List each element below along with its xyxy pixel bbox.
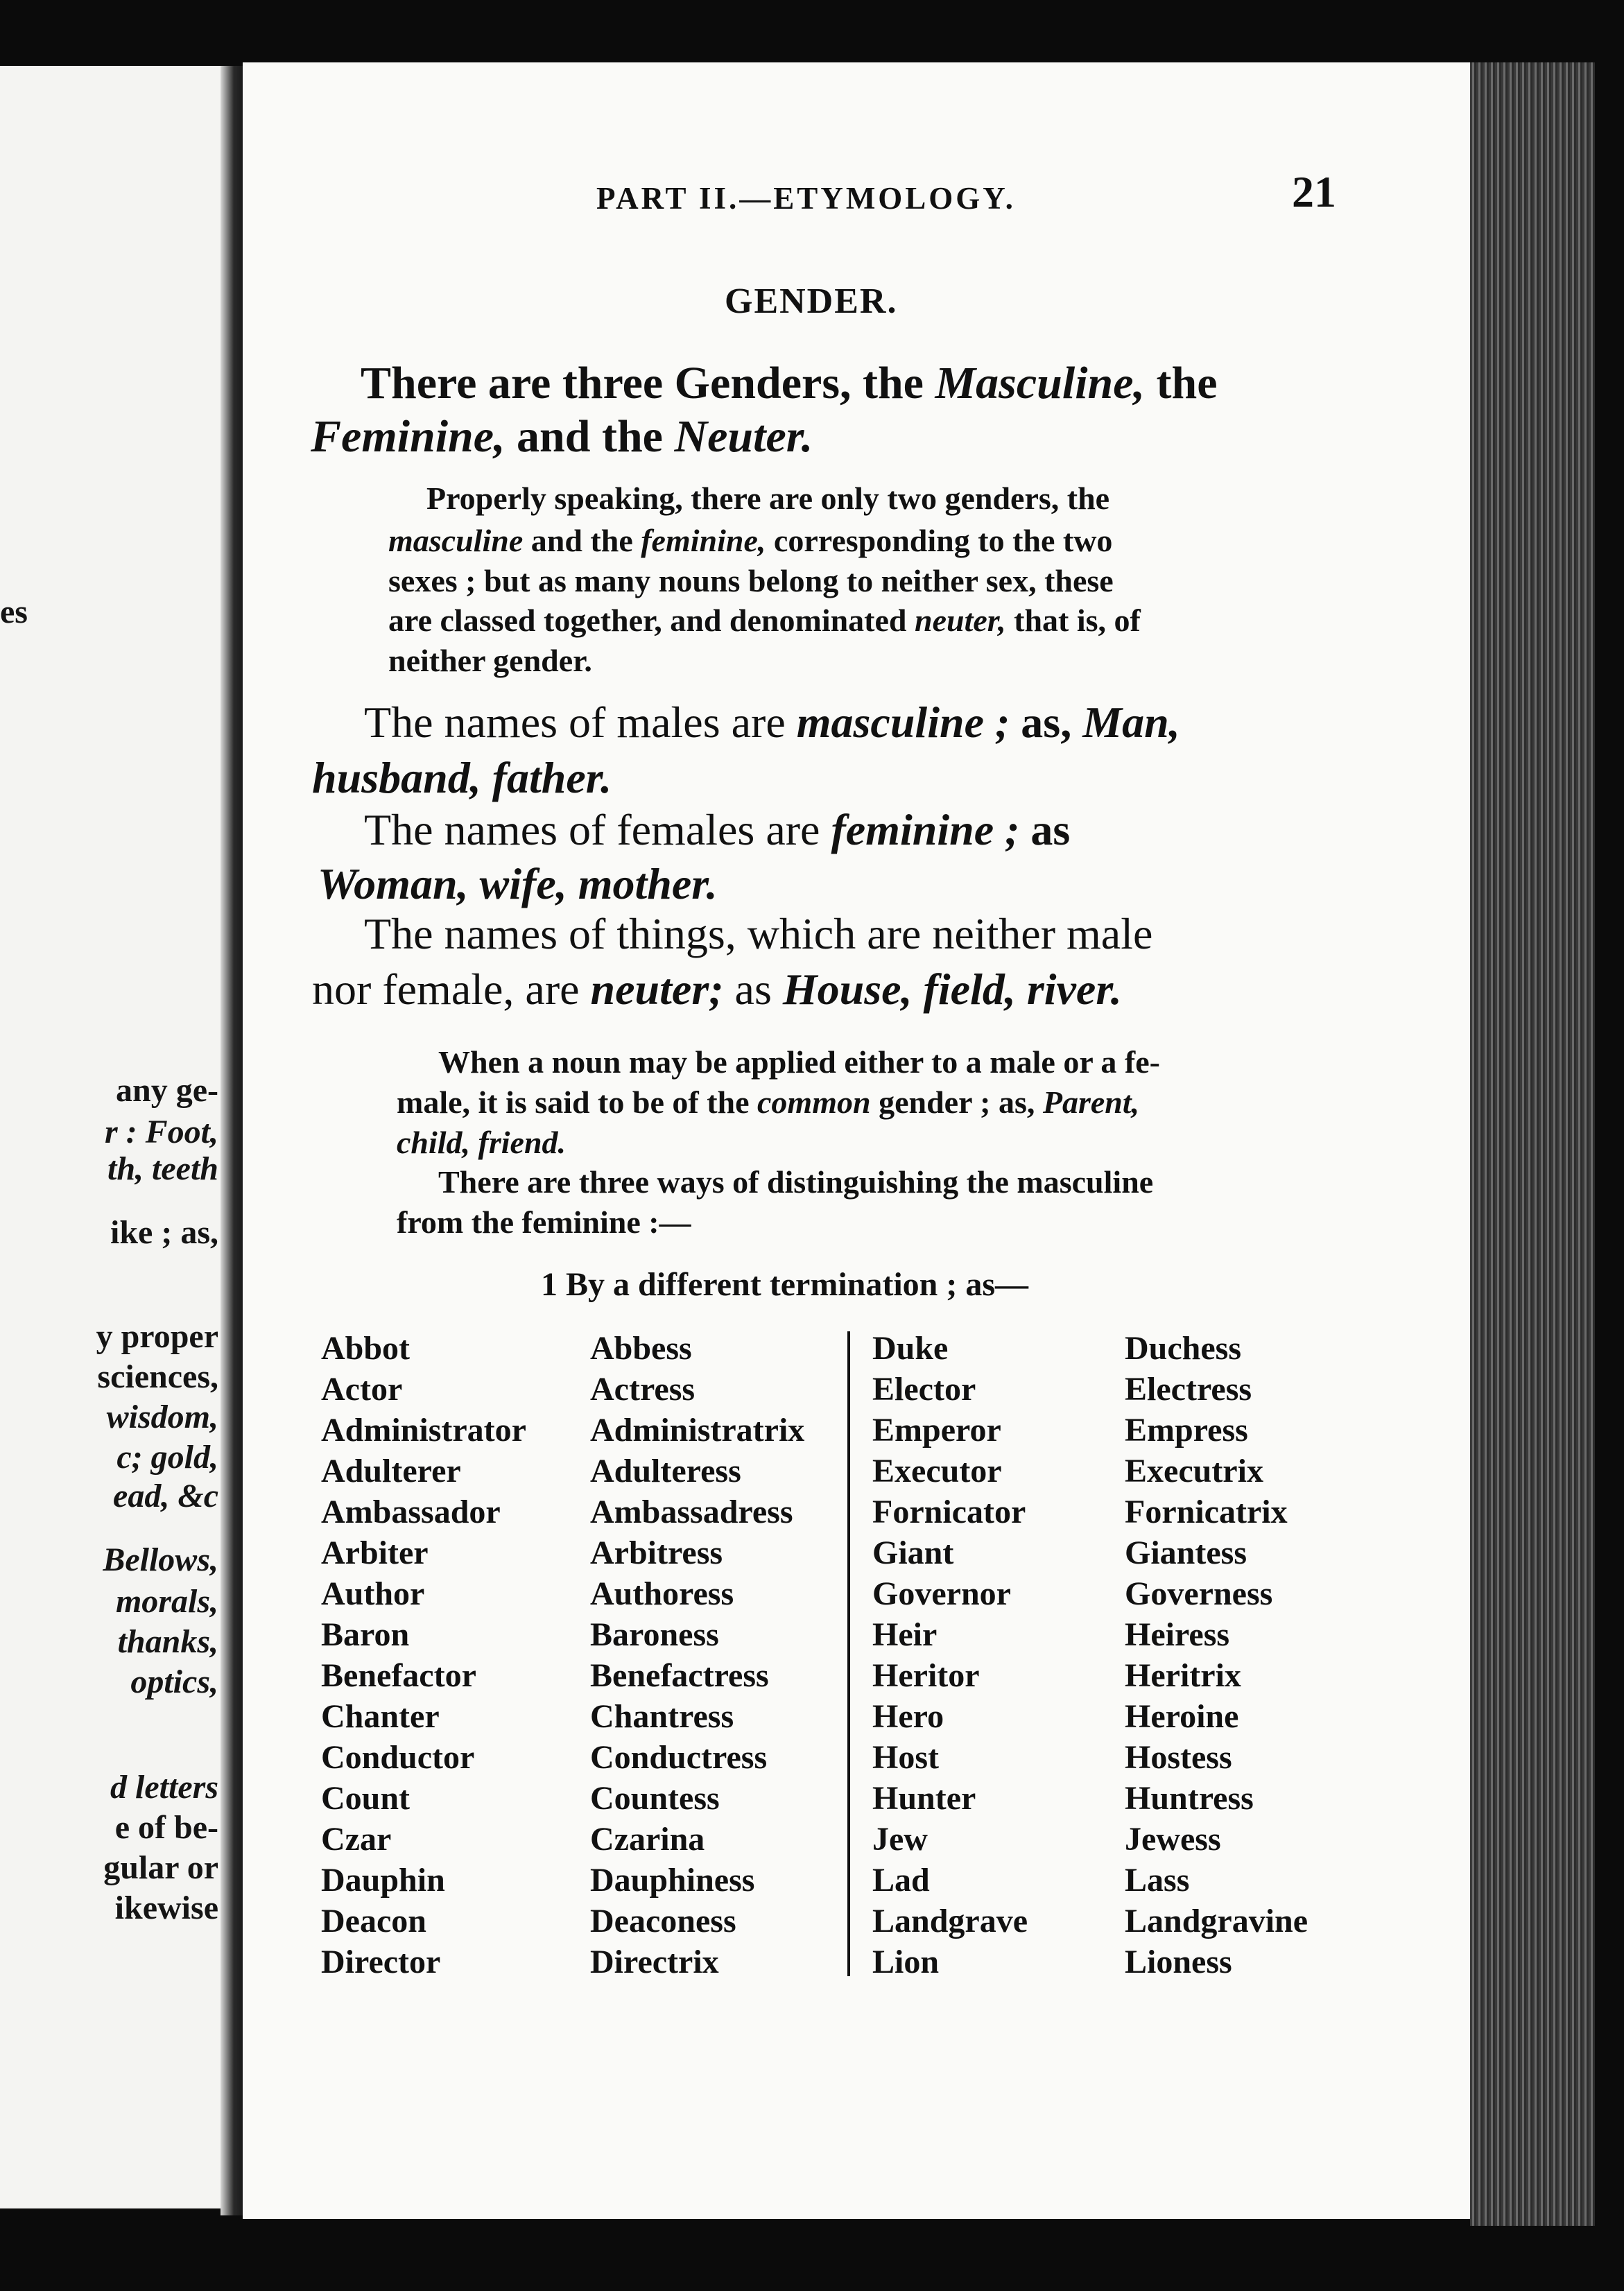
note2-line-1: When a noun may be applied either to a male or a fe- (438, 1044, 1160, 1080)
feminine-line-1: The names of females are feminine ; as (364, 805, 1071, 854)
table-cell: Directrix (590, 1944, 719, 1980)
table-cell: Lad (872, 1862, 930, 1899)
table-cell: Duchess (1125, 1330, 1242, 1367)
masculine-line-2: husband, father. (312, 753, 612, 802)
table-cell: Arbitress (590, 1534, 723, 1571)
neuter-line-2: nor female, are neuter; as House, field, river. (312, 965, 1122, 1014)
table-cell: Adulteress (590, 1453, 741, 1489)
facing-page-fragment: es (0, 594, 28, 630)
table-cell: Adulterer (321, 1453, 461, 1489)
table-cell: Heroine (1125, 1698, 1239, 1735)
facing-page-fragment: c; gold, (116, 1439, 218, 1476)
facing-page-fragment: optics, (130, 1663, 218, 1700)
table-cell: Governess (1125, 1575, 1273, 1612)
rule-line-1: There are three Genders, the Masculine, the (361, 358, 1218, 408)
note1-line-4: are classed together, and denominated neuter, that is, of (388, 603, 1141, 638)
table-cell: Lioness (1125, 1944, 1232, 1980)
table-cell: Chanter (321, 1698, 440, 1735)
facing-page-fragment: any ge- (116, 1072, 218, 1109)
masculine-column-2 (872, 1328, 1028, 1982)
note3-line-1: There are three ways of distinguishing the masculine (438, 1164, 1154, 1200)
facing-page-fragment: thanks, (117, 1623, 218, 1660)
facing-page-fragment: Bellows, (103, 1541, 218, 1578)
table-cell: Conductress (590, 1739, 768, 1776)
table-cell: Ambassador (321, 1494, 501, 1530)
table-cell: Administrator (321, 1412, 526, 1449)
table-cell: Duke (872, 1330, 949, 1367)
example-heading: 1 By a different termination ; as— (541, 1266, 1029, 1303)
running-head: PART II.—ETYMOLOGY. (596, 181, 1016, 216)
table-cell: Hero (872, 1698, 944, 1735)
table-cell: Actress (590, 1371, 696, 1408)
table-cell: Baron (321, 1616, 410, 1653)
table-cell: Heritor (872, 1657, 980, 1694)
feminine-column-2 (1125, 1328, 1308, 1982)
table-cell: Lion (872, 1944, 940, 1980)
note1-line-5: neither gender. (388, 643, 592, 678)
note2-line-3: child, friend. (397, 1125, 567, 1160)
section-title: GENDER. (725, 282, 898, 321)
table-cell: Heiress (1125, 1616, 1230, 1653)
table-cell: Elector (872, 1371, 976, 1408)
facing-page-fragment: r : Foot, (104, 1114, 218, 1150)
table-cell: Dauphin (321, 1862, 445, 1899)
facing-page-fragment: gular or (103, 1849, 218, 1886)
facing-page-fragment: ike ; as, (110, 1214, 218, 1251)
note3-line-2: from the feminine :— (397, 1204, 691, 1240)
table-cell: Electress (1125, 1371, 1252, 1408)
table-cell: Czarina (590, 1821, 705, 1858)
table-cell: Author (321, 1575, 425, 1612)
facing-page-fragment: y proper (96, 1318, 218, 1355)
table-cell: Count (321, 1780, 411, 1817)
neuter-line-1: The names of things, which are neither male (364, 909, 1153, 958)
table-cell: Lass (1125, 1862, 1190, 1899)
facing-page-fragment: e of be- (114, 1809, 218, 1846)
note1-line-3: sexes ; but as many nouns belong to neither sex, these (388, 563, 1114, 598)
note1-line-2: masculine and the feminine, corresponding to the two (388, 523, 1113, 558)
facing-page-fragment: morals, (115, 1583, 218, 1620)
facing-page-fragment: sciences, (97, 1358, 218, 1395)
table-cell: Deaconess (590, 1903, 736, 1939)
table-cell: Director (321, 1944, 441, 1980)
table-cell: Chantress (590, 1698, 734, 1735)
table-cell: Dauphiness (590, 1862, 755, 1899)
page-edges (1470, 62, 1595, 2226)
table-cell: Abbot (321, 1330, 411, 1367)
facing-page-fragment: ead, &c (113, 1478, 218, 1514)
table-cell: Hostess (1125, 1739, 1232, 1776)
note2-line-2: male, it is said to be of the common gender ; as, Parent, (397, 1084, 1140, 1120)
table-cell: Giant (872, 1534, 954, 1571)
masculine-column-1 (321, 1328, 526, 1982)
facing-page-fragment: ikewise (114, 1890, 218, 1926)
table-cell: Arbiter (321, 1534, 429, 1571)
table-cell: Deacon (321, 1903, 426, 1939)
note1-line-1: Properly speaking, there are only two genders, the (426, 481, 1110, 516)
table-cell: Conductor (321, 1739, 475, 1776)
table-cell: Hunter (872, 1780, 976, 1817)
table-cell: Countess (590, 1780, 720, 1817)
facing-page-fragment: wisdom, (106, 1399, 218, 1435)
table-cell: Heritrix (1125, 1657, 1241, 1694)
table-cell: Executrix (1125, 1453, 1263, 1489)
table-cell: Landgravine (1125, 1903, 1308, 1939)
table-cell: Baroness (590, 1616, 719, 1653)
table-cell: Benefactress (590, 1657, 769, 1694)
feminine-line-2: Woman, wife, mother. (318, 859, 718, 908)
table-cell: Benefactor (321, 1657, 476, 1694)
table-cell: Authoress (590, 1575, 734, 1612)
column-divider (847, 1331, 850, 1976)
table-cell: Empress (1125, 1412, 1248, 1449)
table-cell: Landgrave (872, 1903, 1028, 1939)
feminine-column-1 (590, 1328, 804, 1982)
rule-line-2: Feminine, and the Neuter. (311, 411, 813, 462)
table-cell: Administratrix (590, 1412, 805, 1449)
table-cell: Fornicatrix (1125, 1494, 1288, 1530)
table-cell: Giantess (1125, 1534, 1247, 1571)
table-cell: Abbess (590, 1330, 692, 1367)
page-number: 21 (1292, 167, 1336, 216)
table-cell: Fornicator (872, 1494, 1026, 1530)
table-cell: Governor (872, 1575, 1011, 1612)
masculine-line-1: The names of males are masculine ; as, Man, (364, 698, 1180, 747)
facing-page (0, 66, 232, 2208)
table-cell: Actor (321, 1371, 403, 1408)
table-cell: Czar (321, 1821, 392, 1858)
book-gutter (221, 66, 243, 2215)
table-cell: Emperor (872, 1412, 1001, 1449)
table-cell: Jew (872, 1821, 928, 1858)
facing-page-fragment: th, teeth (107, 1150, 218, 1187)
facing-page-fragment: d letters (110, 1769, 218, 1806)
table-cell: Heir (872, 1616, 938, 1653)
table-cell: Ambassadress (590, 1494, 793, 1530)
table-cell: Executor (872, 1453, 1002, 1489)
table-cell: Huntress (1125, 1780, 1254, 1817)
table-cell: Host (872, 1739, 939, 1776)
table-cell: Jewess (1125, 1821, 1221, 1858)
